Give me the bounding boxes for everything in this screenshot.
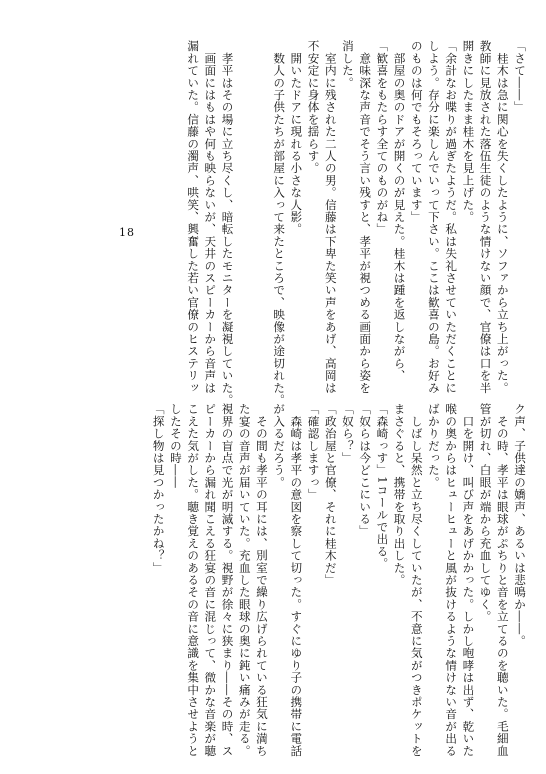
text-line: 「探し物は見つかったかね？」	[151, 403, 166, 574]
text-line: 口を開け、叫び声をあげかかった。しかし咆哮は出ず、乾いた	[461, 403, 476, 757]
text-line: 「余計なお喋りが過ぎたようだ。私は失礼させていただくことに	[444, 40, 459, 394]
text-line: 数人の子供たちが部屋に入って来たところで、映像が途切れた。	[272, 40, 287, 406]
text-line: 孝平はその場に立ち尽くし、暗転したモニターを凝視していた。	[220, 40, 235, 406]
text-line: まさぐると、携帯を取り出した。	[392, 403, 407, 586]
text-line: ク声、子供達の嬌声、あるいは悲鳴か――。	[513, 403, 527, 647]
text-line: 「奴ら？」	[340, 403, 355, 464]
text-line: 「さて――」	[513, 40, 527, 114]
text-line: 「森崎っす」1コールで出る。	[375, 403, 390, 570]
text-line: 不安定に身体を揺らす。	[306, 40, 321, 175]
text-line: た宴の音声が届いていた。充血した眼球の奥に鈍い痛みが走る。	[237, 403, 252, 757]
text-line: ピーカーから漏れ聞こえる狂宴の音に混じって、微かな音楽が聴	[203, 403, 218, 757]
text-line: 桂木は急に関心を失くしたように、ソファから立ち上がった。	[495, 40, 510, 394]
text-line: その時、孝平は眼球がぷちりと音を立てるのを聴いた。毛細血	[495, 403, 510, 757]
text-line: 森崎は孝平の意図を察して切った。すぐにゆり子の携帯に電話	[289, 403, 304, 757]
text-line: こえた気がした。聴き覚えのあるその音に意識を集中させようと	[186, 403, 201, 757]
text-line: 室内に残された二人の男。信藤は下卑た笑い声をあげ、高岡は	[323, 40, 338, 394]
text-line: 消した。	[340, 40, 355, 89]
text-line: ばかりだった。	[426, 403, 441, 489]
text-line: 「確認しますっ」	[306, 403, 321, 501]
text-line: 漏れていた。信藤の濁声、哄笑、興奮した若い官僚のヒステリッ	[186, 40, 201, 394]
text-line: 喉の奥からはヒューヒューと風が抜けるような情けない音が出る	[444, 403, 459, 757]
text-line: 画面にはもはや何も映らないが、天井のスピーカーから音声は	[203, 40, 218, 394]
text-line: したその時――	[168, 403, 183, 489]
text-line: その間も孝平の耳には、別室で繰り広げられている狂気に満ち	[254, 403, 269, 757]
upper-text-block	[48, 40, 528, 406]
text-line: 開いたドアに現れる小さな人影。	[289, 40, 304, 236]
text-line: のものは何でもそろっています」	[409, 40, 424, 223]
text-line: が入るだろう。	[272, 403, 287, 489]
lower-text-block	[48, 403, 528, 757]
text-line: 開きにしたまま桂木を見上げた。	[461, 40, 476, 223]
text-line	[253, 40, 270, 347]
text-line	[236, 40, 253, 347]
text-line: しばし呆然と立ち尽くしていたが、不意に気がつきポケットを	[409, 403, 424, 757]
text-line: 部屋の奥のドアが開くのが見えた。桂木は踵を返しながら、	[392, 40, 407, 382]
text-line: 「政治屋と官僚、それに桂木だ」	[323, 403, 338, 586]
text-line: しよう。存分に楽しんでいって下さい。ここは歓喜の島。お好み	[426, 40, 441, 394]
text-line: 「奴らは今どこにいる」	[358, 403, 373, 538]
text-line: 教師に見放された落伍生徒のような情けない顔で、官僚は口を半	[478, 40, 493, 394]
text-line: 意味深な声音でそう言い残すと、孝平が視つめる画面から姿を	[358, 40, 373, 394]
page-number: 18	[119, 226, 135, 239]
text-line: 視界の盲点で光が明滅する。視野が徐々に狭まり――その時、ス	[220, 403, 235, 757]
text-line: 管が切れ、白眼が端から充血してゆく。	[478, 403, 493, 623]
text-line: 「歓喜をもたらす全てのものがね」	[375, 40, 390, 236]
